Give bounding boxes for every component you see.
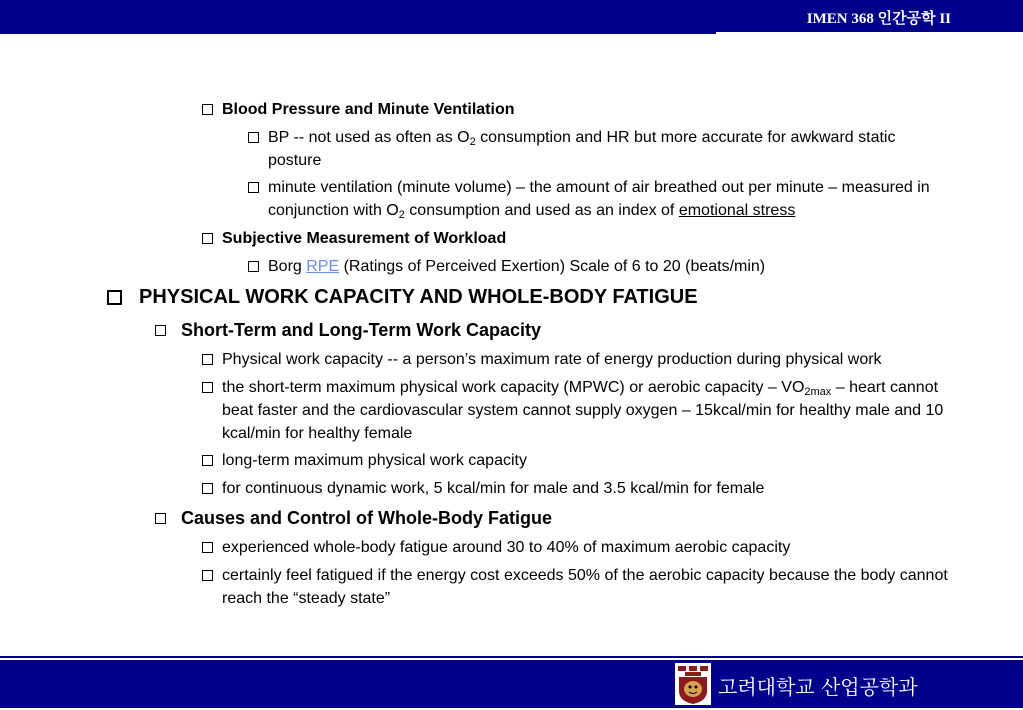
minute-ventilation-text: minute ventilation (minute volume) – the amount of air breathed out per minute – measured in conjunction with $O_2$ consumption and used as an index of emotional stress [268,179,930,221]
checkbox-bullet-icon [107,290,122,305]
tiger-emblem-icon [675,663,711,705]
university-logo [675,663,711,705]
bp-heading-item [202,98,962,121]
fatigue-text-2: certainly feel fatigued if the energy cost exceeds 50% of the aerobic capacity because the body cannot reach the “steady state” [222,567,948,607]
fatigue-item-2 [202,564,962,610]
bp-heading: Blood Pressure and Minute Ventilation [222,101,515,118]
checkbox-bullet-icon [155,325,166,336]
checkbox-bullet-icon [202,104,213,115]
course-title: IMEN 368 인간공학 II [806,11,951,27]
short-long-heading-item [155,319,975,342]
pwc-definition-item [202,348,962,371]
short-term-text: the short-term maximum physical work capacity (MPWC) or aerobic capacity – $VO_{2max}$ – heart cannot beat faster and the cardiovascular system cannot supply oxygen – 15kcal/min for healthy male and 10 kcal/min for healthy female [222,379,944,442]
main-heading: PHYSICAL WORK CAPACITY AND WHOLE-BODY FATIGUE [139,286,698,308]
rpe-link[interactable]: RPE [306,258,340,275]
footer-divider [0,656,1023,658]
fatigue-text-1: experienced whole-body fatigue around 30 to 40% of maximum aerobic capacity [222,539,791,556]
header-divider [0,32,716,34]
fatigue-heading: Causes and Control of Whole-Body Fatigue [181,508,553,528]
bp-item [248,126,948,172]
continuous-work-text: for continuous dynamic work, 5 kcal/min for male and 3.5 kcal/min for female [222,480,765,497]
university-department-name: 고려대학교 산업공학과 [718,675,918,699]
main-heading-item [107,286,987,309]
checkbox-bullet-icon [248,132,259,143]
checkbox-bullet-icon [248,261,259,272]
long-term-text: long-term maximum physical work capacity [222,452,527,469]
short-term-item [202,376,962,445]
checkbox-bullet-icon [202,354,213,365]
emotional-stress-link[interactable]: emotional stress [678,202,796,219]
fatigue-heading-item [155,507,975,530]
subjective-heading: Subjective Measurement of Workload [222,230,507,247]
header-bar [0,0,1023,32]
long-term-item [202,449,962,472]
checkbox-bullet-icon [202,455,213,466]
checkbox-bullet-icon [202,382,213,393]
short-long-heading: Short-Term and Long-Term Work Capacity [181,320,542,340]
subjective-heading-item [202,227,962,250]
pwc-definition: Physical work capacity -- a person’s maximum rate of energy production during physical work [222,351,882,368]
checkbox-bullet-icon [202,483,213,494]
fatigue-item-1 [202,536,962,559]
checkbox-bullet-icon [202,570,213,581]
continuous-work-item [202,477,962,500]
checkbox-bullet-icon [248,182,259,193]
borg-item [248,255,948,278]
checkbox-bullet-icon [202,542,213,553]
borg-text: Borg RPE (Ratings of Perceived Exertion) Scale of 6 to 20 (beats/min) [268,258,766,275]
checkbox-bullet-icon [155,513,166,524]
checkbox-bullet-icon [202,233,213,244]
bp-item-text: BP -- not used as often as $O_2$ consumption and HR but more accurate for awkward static posture [268,129,896,169]
minute-ventilation-item [248,176,948,222]
